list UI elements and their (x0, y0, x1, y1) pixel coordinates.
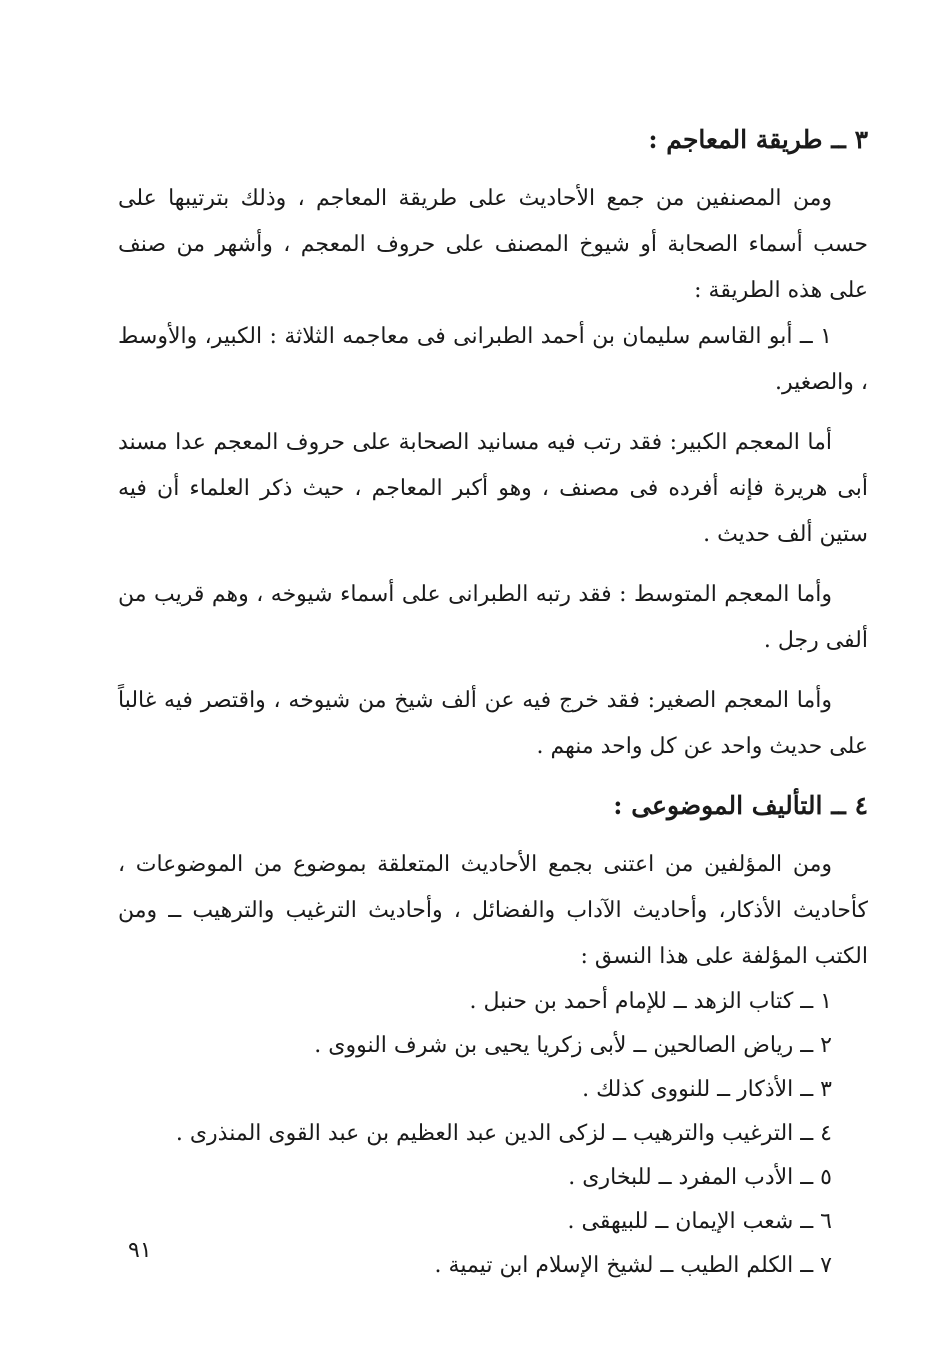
mujam-saghir-paragraph: وأما المعجم الصغير: فقد خرج فيه عن ألف شيخ من شيوخه ، واقتصر فيه غالباً على حديث واحد عن كل واحد منهم . (118, 688, 868, 759)
section-4-intro: ومن المؤلفين من اعتنى بجمع الأحاديث المتعلقة بموضوع من الموضوعات ، كأحاديث الأذكار، وأحاديث الآداب والفضائل ، وأحاديث الترغيب والترهيب ــ ومن الكتب المؤلفة على هذا النسق : (118, 852, 868, 969)
list-item: ٢ ــ رياض الصالحين ــ لأبى زكريا يحيى بن شرف النووى . (314, 1033, 832, 1058)
section-3-intro: ومن المصنفين من جمع الأحاديث على طريقة المعاجم ، وذلك بترتيبها على حسب أسماء الصحابة أو شيوخ المصنف على حروف المعجم ، وأشهر من صنف على هذه الطريقة : (118, 186, 868, 303)
list-item: ٦ ــ شعب الإيمان ــ للبيهقى . (567, 1209, 832, 1234)
page-number: ٩١ (128, 1238, 152, 1263)
list-item: ١ ــ كتاب الزهد ــ للإمام أحمد بن حنبل . (469, 989, 832, 1014)
mujam-awsat-paragraph: وأما المعجم المتوسط : فقد رتبه الطبرانى على أسماء شيوخه ، وهم قريب من ألفى رجل . (118, 582, 868, 653)
list-item: ٣ ــ الأذكار ــ للنووى كذلك . (582, 1077, 832, 1102)
section-3-heading: ٣ ــ طريقة المعاجم : (648, 125, 868, 154)
list-item: ٧ ــ الكلم الطيب ــ لشيخ الإسلام ابن تيمية . (434, 1253, 832, 1278)
section-3-item-1: ١ ــ أبو القاسم سليمان بن أحمد الطبرانى فى معاجمه الثلاثة : الكبير، والأوسط ، والصغير. (118, 324, 868, 395)
list-item: ٥ ــ الأدب المفرد ــ للبخارى . (568, 1165, 832, 1190)
list-item: ٤ ــ الترغيب والترهيب ــ لزكى الدين عبد العظيم بن عبد القوى المنذرى . (175, 1121, 832, 1146)
section-4-heading: ٤ ــ التأليف الموضوعى : (613, 791, 868, 820)
page-body (118, 118, 868, 1288)
books-list (118, 980, 868, 1288)
mujam-kabir-paragraph: أما المعجم الكبير: فقد رتب فيه مسانيد الصحابة على حروف المعجم عدا مسند أبى هريرة فإنه أفرده فى مصنف ، وهو أكبر المعاجم ، حيث ذكر العلماء أن فيه ستين ألف حديث . (118, 430, 868, 547)
